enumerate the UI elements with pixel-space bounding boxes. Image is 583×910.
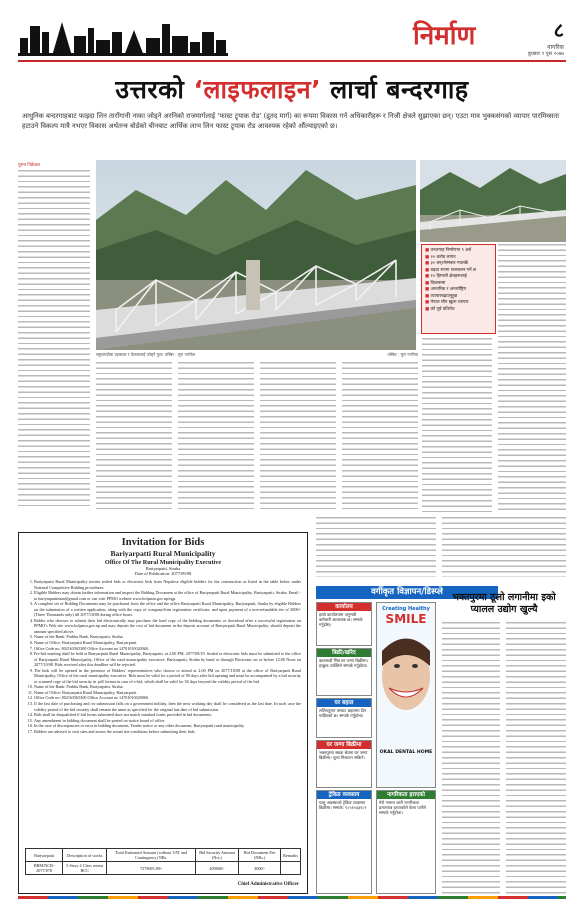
classified-box-text: भक्तपुरमा सडक छेउमा घर जग्गा बिक्रीमा। मूल्य मिलाउन सकिने। (319, 750, 368, 761)
story-text-col-9 (442, 517, 566, 577)
story2-text-col-1 (442, 622, 500, 894)
bids-item: 16. In the case of discrepancies or error in bidding document, Tender notice or any other document, Bariyarpatti rural municipality. (34, 723, 301, 729)
story-text-col-7 (498, 244, 566, 512)
footer-color-bar (18, 896, 566, 899)
side-photo-icon (420, 160, 566, 242)
bids-item: 13. If the last date of purchasing and /or submission falls on a government holiday, then the next working day shall be considered as the last date. In such case the validity period of the bid security shall remain the same as specified for the original last date of bid submission. (34, 701, 301, 712)
bids-th: Bid Security Amount (Nrs.) (195, 849, 238, 862)
classified-box-text: मेरो नाममा जारी नागरिकता प्रमाणपत्र हराएकोले फेला पार्नेले सम्पर्क गर्नुहोला। (379, 800, 426, 816)
bids-item: 3. A complete set of Bidding Documents may be purchased from the office and the office Bariyarpatti Rural Municipality, Bariyarpatti, Siraha by eligible Bidders on the submission of a written application, along with the copy of company/firm registration certificate, and upon payment of a non-refundable fee of 3000/- (Three Thousands only) till 2077/10/08 during office hours. (34, 601, 301, 618)
bridge-photo-icon (96, 160, 416, 350)
infobox-item: ■ विकासमा (425, 281, 492, 288)
table-row (26, 862, 301, 875)
bids-th: Bariyarpatti (26, 849, 63, 862)
bids-item: 17. Bidders are advised to visit sites and assess the actual site conditions before submitting their bids. (34, 729, 301, 735)
bids-item: 8. Pre-bid meeting shall be held at Bariyarpatti Rural Municipality, Bariyarpatti, at 2:00 PM, 2077/09/19. Sealed or electronic bids must be submitted to the office of Bariyarpatti Rural Municipality, Office of the rural municipality executive, Bariyarpatti, Siraha by hand or through Electronic on or before 12:00 Noon on 2077/10/08. Bids received after this deadline will be rejected. (34, 651, 301, 668)
infobox-item: ■ बढ़ता रुपमा सञ्चालन गर्ने छ (425, 268, 492, 275)
headline-pre: उत्तरको (115, 75, 194, 104)
issue-name: नागरिक (547, 44, 564, 51)
skyline-logo (18, 18, 228, 56)
classified-box-text: काठमाडौं भित्र घर जग्गा बिक्रीमा। इच्छुक व्यक्तिले सम्पर्क गर्नुहोला। (319, 658, 369, 669)
bids-th: Description of works (63, 849, 107, 862)
story-text-col-8 (316, 517, 436, 577)
story2-text-col-2 (506, 622, 566, 894)
photo-caption-1: रसुवागढीमा ल्हाछाङ र केरुङलाई जोड्ने पुल। तस्बिर : मुरा नगरिक (96, 352, 196, 357)
classified-box-title: कार्यालय (317, 603, 371, 611)
infobox-item: ■ नेपाल चीन खुला व्यापार (425, 300, 492, 307)
bids-item: 11. Name of Office: Bariyarpatti Rural Municipality, Bariyarpatti. (34, 690, 301, 696)
classified-box (316, 698, 372, 738)
infobox-item: ■ व्यापारबढ़ाउनुहुन्न (425, 294, 492, 301)
masthead (18, 12, 566, 62)
bids-item: 6. Name of Office: Bariyarpatti Rural Municipality, Bariyarpatti. (34, 640, 301, 646)
story-text-col-6 (422, 338, 492, 512)
bids-item: 12. Office Code no: 802163565300 Office Account no 14701010020060. (34, 695, 301, 701)
infobox-item: ■ को पूर्व प्रतिरोध (425, 307, 492, 314)
ad-word: SMILE (385, 612, 427, 626)
issue-number: ८ (553, 18, 564, 42)
bids-item: 1. Bariyarpatti Rural Municipality invites sealed bids or electronic bids from Nepalese eligible bidders for the construction as listed in the table below under National Competitive Bidding procedures. (34, 579, 301, 590)
infobox-item: ■ २० करोड लागत (425, 255, 492, 262)
bids-td: 7279695.89/- (107, 862, 195, 875)
classified-box (316, 602, 372, 646)
story2-headline: भक्तपुरमा ठूलो लगानीमा इको प्यालल उद्योग खुल्यै (452, 592, 556, 615)
issue-date: बुधबार ९ पुस २०७७ (527, 51, 564, 57)
dental-ad (376, 602, 436, 788)
classified-header: वर्गीकृत विज्ञापन/डिस्प्ले (316, 586, 498, 599)
invitation-for-bids (18, 532, 308, 894)
bids-th: Remarks (281, 849, 301, 862)
classified-box-title: नागरिकता हराएको (377, 791, 435, 799)
main-photo-bridge (96, 160, 416, 350)
bids-date: Date of Publication: 2077/09/08 (134, 571, 192, 576)
bids-location: Bariyarpatti, Siraha (145, 566, 181, 571)
newspaper-page (18, 12, 566, 897)
story-text-col-3 (178, 362, 254, 512)
headline-post: लार्चा बन्दरगाह (321, 75, 469, 104)
bids-item: 4. Bidder who chooses to submit their bid electronically may purchase the hard copy of the bidding documents or download after a successful registration on PPMO's Web site www.bolpatra.gov.np and may deposit the cost of bid document in the deposit account of Bariyarpatti Rural Municipality; should deposit the amount specified above. (34, 618, 301, 635)
infobox-item: ■ वन्दरगाह निर्माणमा ९ अर्ब (425, 248, 492, 255)
side-photo-bridge (420, 160, 566, 242)
classified-box-title: घर जग्गा बिक्रीमा (317, 741, 371, 749)
classified-box-text: चालु अवस्थाको ट्रेकिङ व्यवसाय बिक्रीमा। सम्पर्क: ९८५१०३३१८९ (319, 800, 367, 811)
classified-box-text: हाम्रो कार्यालयमा अनुभवी कर्मचारी आवश्यक छ। सम्पर्क गर्नुहोस्। (319, 612, 363, 628)
bids-item: 7. Office Code no. 802163565300 Office Account no 14701010020060. (34, 646, 301, 652)
ad-clinic: OKAL DENTAL HOME (379, 750, 433, 755)
bids-item: 15. Any amendment in bidding document shall be posted on notice board of office. (34, 718, 301, 724)
bids-item: 5. Name of the Bank: Prabhu Bank, Bariyarpatti, Siraha. (34, 634, 301, 640)
section-brand: निर्माण (413, 21, 476, 51)
infobox-facts (421, 244, 496, 334)
bids-th: Total Estimated Amount (without VAT and Contingency) NRs. (107, 849, 195, 862)
bids-signature: Chief Administrative Officer (237, 882, 299, 887)
bids-item: 2. Eligible Bidders may obtain further information and inspect the Bidding Document at the office of Bariyarpatti Rural Municipality, Bariyarpatti, Siraha. Email - to bariyarpattimun@gmail.com or can visit PPMO website www.bolpatra.gov.np/egp. (34, 590, 301, 601)
classified-box (316, 790, 372, 894)
bids-title: Invitation for Bids (121, 537, 205, 548)
classified-box (316, 740, 372, 788)
bids-item: 9. The bids will be opened in the presence of Bidders' representatives who choose to attend at 2:00 PM on 2077/10/08 at the office of Bariyarpatti Rural Municipality, Office of the rural municipality executive. Bids must be valid for a period of 90 days after bid opening and must be accompanied by a bid security or scanned copy of the bid security in .pdf format in case of e-bid, which shall be valid for 30 days beyond the validity period of the bid. (34, 668, 301, 685)
bids-office: Office Of The Rural Municipality Executive (104, 559, 222, 566)
story-text-col-1 (18, 170, 90, 510)
smile-photo-icon (377, 626, 435, 746)
infobox-item: ■ १० हिमाली क्षेत्रहरूलाई (425, 274, 492, 281)
issue-info (528, 16, 564, 57)
bids-org: Bariyarpatti Rural Municipality (110, 549, 216, 558)
classified-box (376, 790, 436, 894)
bids-td (281, 862, 301, 875)
bids-td: 3 Story 4 Class rooms RCC (63, 862, 107, 875)
headline-highlight: ‘लाइफलाइन’ (193, 75, 322, 104)
bids-table (25, 848, 301, 875)
photo-caption-2: तस्बिर : मुरा नगरिक (387, 352, 418, 357)
bids-td: 3000/- (239, 862, 281, 875)
bids-item: 14. Bids shall be disqualified if bid forms submitted does not match standard forms provided in bid documents. (34, 712, 301, 718)
story-text-col-2 (96, 362, 172, 512)
bids-th: Bid Document Fee (NRs.) (239, 849, 281, 862)
main-headline (18, 72, 566, 106)
story-subhead: आधुनिक बन्दरगाहबाट फाइदा लिन ताराँगानी नाका जोड्ने अरनिको राजमार्गलाई ‘फास्ट ट्र्याक रोड’ (द्रुतद मार्ग) का रूपमा विकास गर्न अधिकारीहरू र निजी क्षेत्रले सुझाएका छन्। एउटा मात्र भुक्कसंगको व्यापार पारमिथ्सता हटाउने विकल्प मात्रै नभएर विकास अर्थतन्त्र बोर्डको चीनबाट आर्थिक लाभ लिन फास्ट ट्र्याक रोड आवश्यक रहेको औंल्याइएको छ। (22, 112, 560, 130)
infobox-item: ■ आन्तरिक र अन्तर्राष्ट्रिय (425, 287, 492, 294)
story-text-col-4 (260, 362, 336, 512)
bids-td: BRM/NCB-2077/078 (26, 862, 63, 875)
bids-item: 10. Name of the Bank: Prabhu Bank, Bariyarpatti, Siraha. (34, 684, 301, 690)
infobox-item: ■ ३० बन्ऽनेस्नबार ग्यालकै (425, 261, 492, 268)
reporter-byline: पुरुष पिडेवाल (18, 163, 41, 168)
ad-tagline: Creating Healthy (382, 606, 430, 612)
skyline-icon (18, 18, 228, 56)
classified-box (316, 648, 372, 696)
classified-box-title: ट्रेकिङ व्यवसाय (317, 791, 371, 799)
story-text-col-5 (342, 362, 418, 512)
bids-list (25, 579, 301, 734)
classified-box-title: घर बहाल (317, 699, 371, 707)
classified-box-text: ललितपुरमा फ्ल्याट बहालमा दिन चाहिएको छ। सम्पर्क गर्नुहोला। (319, 708, 367, 719)
bids-td: 200000/- (195, 862, 238, 875)
classified-box-title: बिक्री/खरिद (317, 649, 371, 657)
